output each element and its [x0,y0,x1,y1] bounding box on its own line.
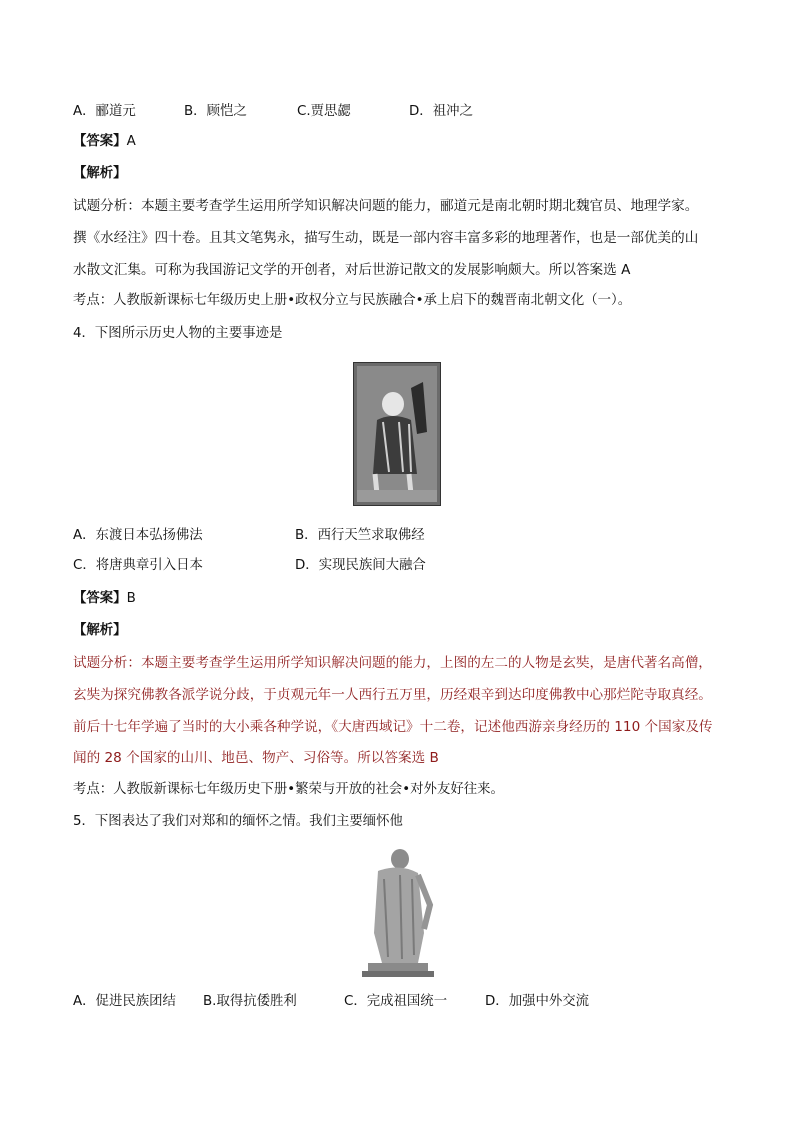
q5-option-b: B.取得抗倭胜利 [203,994,297,1009]
q4-option-b: B．西行天竺求取佛经 [295,528,425,543]
q5-question: 5．下图表达了我们对郑和的缅怀之情。我们主要缅怀他 [73,814,403,829]
q3-answer [73,133,136,151]
q4-analysis-line-1: 试题分析：本题主要考查学生运用所学知识解决问题的能力，上图的左二的人物是玄奘，是唐代著名高僧， [73,655,712,671]
q4-answer [73,590,136,608]
q5-option-a: A．促进民族团结 [73,994,176,1009]
q3-option-b: B．顾恺之 [184,104,247,119]
q3-answer-label: 【答案】 [73,134,127,149]
q3-analysis-label: 【解析】 [73,166,127,181]
q4-analysis-label: 【解析】 [73,623,127,638]
q4-answer-value: B [126,591,136,606]
zhenghe-statue-drawing [352,845,442,980]
q3-option-c: C.贾思勰 [297,104,351,119]
q4-analysis-line-3: 前后十七年学遍了当时的大小乘各种学说，《大唐西域记》十二卷，记述他西游亲身经历的 110 个国家及传 [73,719,713,735]
q4-option-d: D．实现民族间大融合 [295,558,426,573]
q5-option-c: C．完成祖国统一 [344,994,448,1009]
q4-analysis-line-4: 闻的 28 个国家的山川、地邑、物产、习俗等。所以答案选 B [73,750,439,766]
q5-option-d: D．加强中外交流 [485,994,590,1009]
q3-analysis-heading [73,165,127,183]
q4-option-c: C．将唐典章引入日本 [73,558,203,573]
q3-option-d: D．祖冲之 [409,104,473,119]
xuanzang-figure-drawing [353,362,441,506]
q4-analysis-line-2: 玄奘为探究佛教各派学说分歧，于贞观元年一人西行五万里，历经艰辛到达印度佛教中心那烂陀寺取真经。 [73,687,712,703]
xuanzang-image [353,362,441,506]
q3-option-a: A．郦道元 [73,104,136,119]
q4-option-a: A．东渡日本弘扬佛法 [73,528,203,543]
zhenghe-statue-image [352,845,442,980]
q3-analysis-line-1: 试题分析：本题主要考查学生运用所学知识解决问题的能力，郦道元是南北朝时期北魏官员、地理学家。 [73,198,699,214]
q4-kaodian: 考点：人教版新课标七年级历史下册•繁荣与开放的社会•对外友好往来。 [73,782,504,797]
q3-answer-value: A [126,134,136,149]
q3-kaodian: 考点：人教版新课标七年级历史上册•政权分立与民族融合•承上启下的魏晋南北朝文化（一）。 [73,293,632,308]
q4-analysis-heading [73,622,127,640]
q4-answer-label: 【答案】 [73,591,127,606]
q3-analysis-line-3: 水散文汇集。可称为我国游记文学的开创者，对后世游记散文的发展影响颇大。所以答案选 A [73,262,631,278]
q4-question: 4．下图所示历史人物的主要事迹是 [73,326,283,341]
q3-analysis-line-2: 撰《水经注》四十卷。且其文笔隽永，描写生动，既是一部内容丰富多彩的地理著作，也是一部优美的山 [73,230,699,246]
